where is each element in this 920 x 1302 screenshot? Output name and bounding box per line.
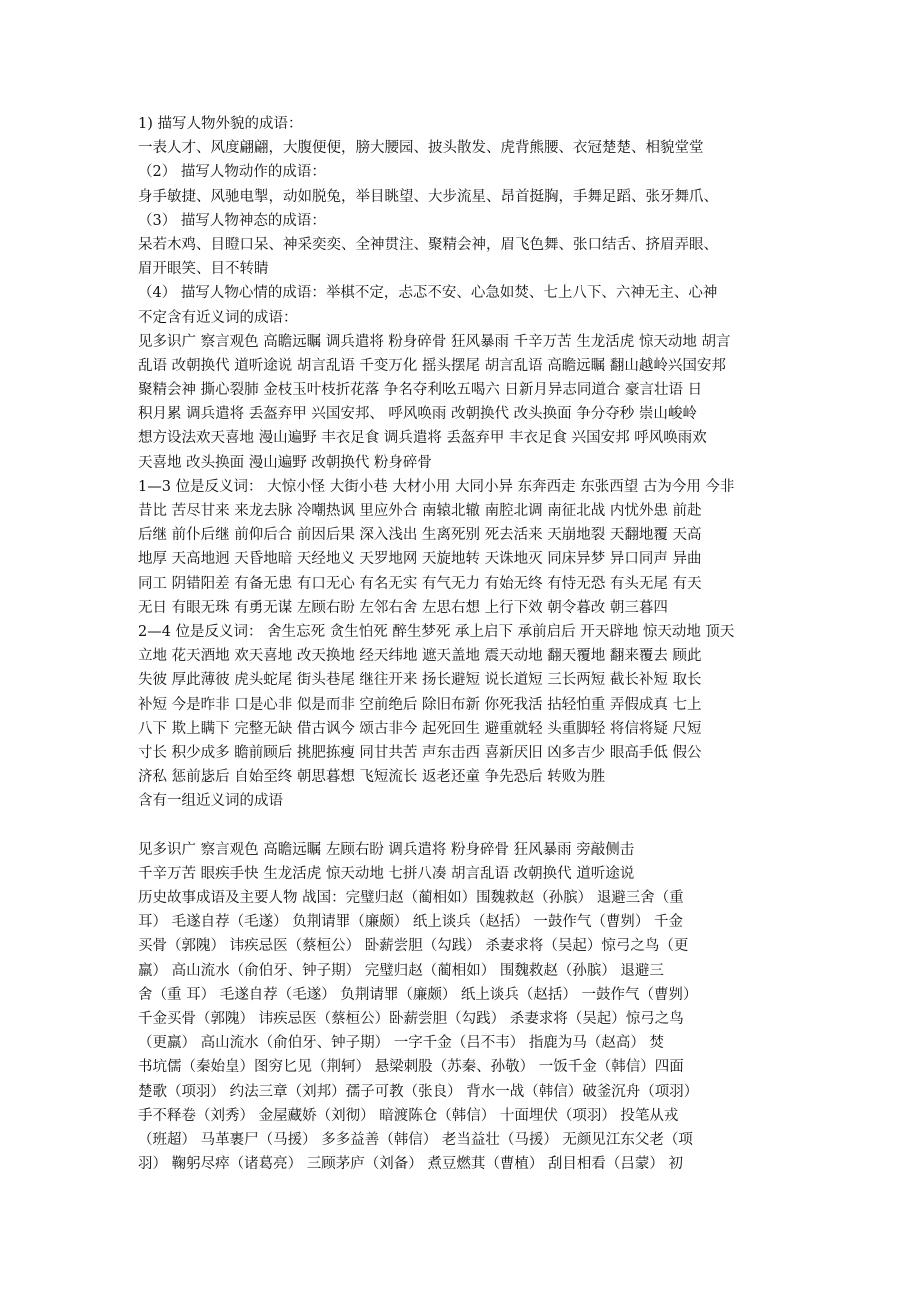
text-line: 耳） 毛遂自荐（毛遂） 负荆请罪（廉颇） 纸上谈兵（赵括） 一鼓作气（曹刿） 千金 [138, 914, 684, 931]
text-line: 寸长 积少成多 瞻前顾后 挑肥拣瘦 同甘共苦 声东击西 喜新厌旧 凶多吉少 眼高手低 假公 [138, 744, 702, 761]
heading-action: （2） 描写人物动作的成语： [138, 164, 326, 181]
text-line: 无日 有眼无珠 有勇无谋 左顾右盼 左邻右舍 左思右想 上行下效 朝令暮改 朝三暮四 [138, 599, 668, 616]
heading-antonyms-2-4: 2—4 位是反义词： 舍生忘死 贪生怕死 醉生梦死 承上启下 承前启后 开天辟地 惊天动地 顶天 [138, 623, 735, 640]
text-line: 补短 今是昨非 口是心非 似是而非 空前绝后 除旧布新 你死我活 拈轻怕重 弄假成真 七上 [138, 696, 702, 713]
text-line: 想方设法欢天喜地 漫山遍野 丰衣足食 调兵遣将 丢盔弃甲 丰衣足食 兴国安邦 呼风唤雨欢 [138, 430, 707, 447]
text-line: 失彼 厚此薄彼 虎头蛇尾 街头巷尾 继往开来 扬长避短 说长道短 三长两短 截长补短 取长 [138, 672, 702, 689]
text-line: 千辛万苦 眼疾手快 生龙活虎 惊天动地 七拼八凑 胡言乱语 改朝换代 道听途说 [138, 865, 635, 882]
text-line: 见多识广 察言观色 高瞻远瞩 左顾右盼 调兵遣将 粉身碎骨 狂风暴雨 旁敲侧击 [138, 841, 635, 858]
text-line: 同工 阴错阳差 有备无患 有口无心 有名无实 有气无力 有始无终 有恃无恐 有头无尾 有天 [138, 575, 702, 592]
text-line: 昔比 苦尽甘来 来龙去脉 冷嘲热讽 里应外合 南辕北辙 南腔北调 南征北战 内忧外患 前赴 [138, 503, 702, 519]
text-line: 一表人才、风度翩翩，大腹便便，膀大腰园、披头散发、虎背熊腰、衣冠楚楚、相貌堂堂 [138, 140, 704, 157]
text-line: 羽） 鞠躬尽瘁（诸葛亮） 三顾茅庐（刘备） 煮豆燃萁（曹植） 刮目相看（吕蒙） 初 [138, 1156, 684, 1173]
heading-antonyms-1-3: 1—3 位是反义词： 大惊小怪 大街小巷 大材小用 大同小异 东奔西走 东张西望 古为今用 今非 [138, 478, 735, 495]
text-line: 乱语 改朝换代 道听途说 胡言乱语 千变万化 摇头摆尾 胡言乱语 高瞻远瞩 翻山越岭兴国安邦 [138, 357, 726, 374]
text-line: 羸） 高山流水（俞伯牙、钟子期） 完璧归赵（蔺相如） 围魏救赵（孙膑） 退避三 [138, 962, 664, 979]
heading-appearance: 1) 描写人物外貌的成语： [138, 116, 303, 132]
text-line: 聚精会神 撕心裂肺 金枝玉叶枝折花落 争名夺利吆五喝六 日新月异志同道合 豪言壮语 日 [138, 382, 703, 399]
text-line: 地厚 天高地迥 天昏地暗 天经地义 天罗地网 天旋地转 天诛地灭 同床异梦 异口同声 异曲 [138, 551, 702, 568]
text-line: 后继 前仆后继 前仰后合 前因后果 深入浅出 生离死别 死去活来 天崩地裂 天翻地覆 天高 [138, 527, 702, 544]
text-line: 千金买骨（郭隗） 讳疾忌医（蔡桓公）卧薪尝胆（勾践） 杀妻求将（吴起）惊弓之鸟 [138, 1010, 684, 1027]
text-line: （更羸） 高山流水（俞伯牙、钟子期） 一字千金（吕不韦） 指鹿为马（赵高） 焚 [138, 1035, 664, 1052]
heading-mood: （4） 描写人物心情的成语：举棋不定，忐忑不安、心急如焚、七上八下、六神无主、心神 [138, 285, 718, 302]
text-line: 积月累 调兵遣将 丢盔弃甲 兴国安邦、 呼风唤雨 改朝换代 改头换面 争分夺秒 崇山峻岭 [138, 406, 697, 423]
text-line: 济私 惩前毖后 自始至终 朝思暮想 飞短流长 返老还童 争先恐后 转败为胜 [138, 769, 606, 786]
text-line: 呆若木鸡、目瞪口呆、神采奕奕、全神贯注、聚精会神，眉飞色舞、张口结舌、挤眉弄眼、 [138, 236, 718, 253]
text-line: 舍（重 耳） 毛遂自荐（毛遂） 负荆请罪（廉颇） 纸上谈兵（赵括） 一鼓作气（曹刿） [138, 986, 698, 1003]
text-line: 手不释卷（刘秀） 金屋藏娇（刘彻） 暗渡陈仓（韩信） 十面埋伏（项羽） 投笔从戎 [138, 1107, 679, 1124]
text-line: 八下 欺上瞒下 完整无缺 借古讽今 颂古非今 起死回生 避重就轻 头重脚轻 将信将疑 尺短 [138, 720, 702, 737]
heading-history-idioms: 历史故事成语及主要人物 战国：完璧归赵（蔺相如）围魏救赵（孙膑） 退避三舍（重 [138, 890, 684, 906]
heading-expression: （3） 描写人物神态的成语： [138, 212, 326, 229]
text-line: 楚歌（项羽） 约法三章（刘邦）孺子可教（张良） 背水一战（韩信）破釜沉舟（项羽） [138, 1083, 699, 1100]
text-line: 买骨（郭隗） 讳疾忌医（蔡桓公） 卧薪尝胆（勾践） 杀妻求将（吴起）惊弓之鸟（更 [138, 938, 689, 955]
document-page [138, 112, 788, 1176]
text-line: 书坑儒（秦始皇）图穷匕见（荆轲） 悬梁刺股（苏秦、孙敬） 一饭千金（韩信）四面 [138, 1059, 684, 1076]
text-line: （班超） 马革裹尸（马援） 多多益善（韩信） 老当益壮（马援） 无颜见江东父老（项 [138, 1131, 693, 1148]
heading-synonyms: 不定含有近义词的成语： [138, 309, 298, 326]
blank-line [138, 813, 788, 837]
text-line: 天喜地 改头换面 漫山遍野 改朝换代 粉身碎骨 [138, 454, 432, 471]
text-line: 见多识广 察言观色 高瞻远瞩 调兵遣将 粉身碎骨 狂风暴雨 千辛万苦 生龙活虎 惊天动地 胡言 [138, 333, 731, 350]
text-line: 身手敏捷、风驰电掣，动如脱兔，举目眺望、大步流星、昂首挺胸，手舞足蹈、张牙舞爪、 [138, 188, 718, 205]
text-line: 眉开眼笑、目不转睛 [138, 261, 269, 278]
text-line: 立地 花天酒地 欢天喜地 改天换地 经天纬地 遮天盖地 震天动地 翻天覆地 翻来覆去 顾此 [138, 648, 702, 665]
heading-synonym-group: 含有一组近义词的成语 [138, 793, 283, 810]
